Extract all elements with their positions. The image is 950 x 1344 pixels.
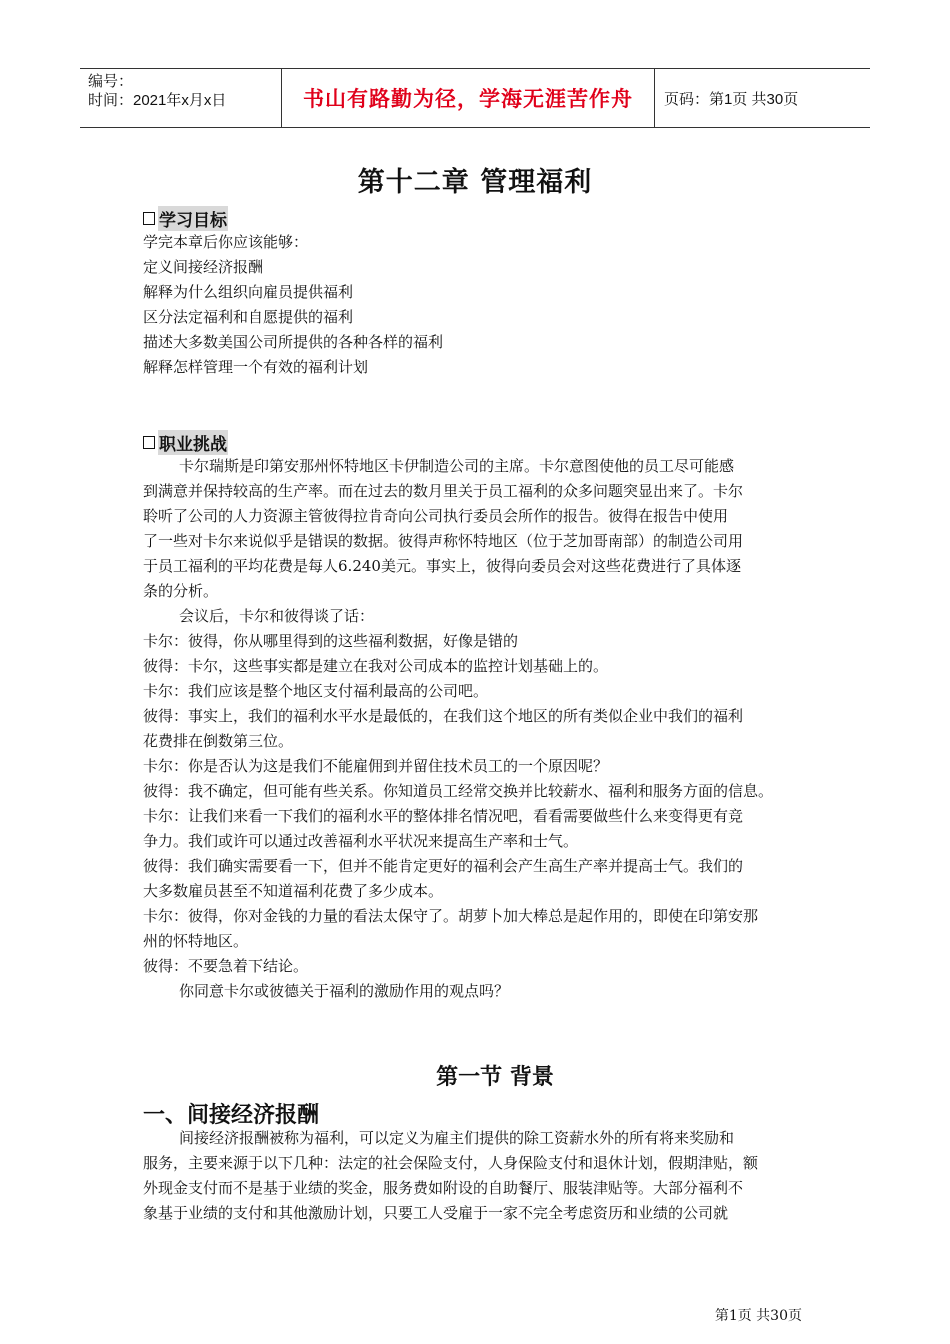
dialogue-line: 花费排在倒数第三位。	[143, 732, 294, 750]
dialogue-line: 州的怀特地区。	[143, 932, 249, 950]
header-page-label: 页码：第1页 共30页	[664, 90, 799, 108]
paragraph-line: 间接经济报酬被称为福利，可以定义为雇主们提供的除工资薪水外的所有将来奖励和	[179, 1129, 735, 1147]
page-footer: 第1页 共30页	[714, 1308, 802, 1324]
dialogue-line: 彼得：不要急着下结论。	[143, 957, 309, 975]
body-text	[143, 1126, 813, 1226]
page-header	[80, 68, 870, 128]
subsection-title: 一、间接经济报酬	[143, 1103, 320, 1128]
checkbox-icon	[143, 212, 155, 225]
dialogue-line: 卡尔：你是否认为这是我们不能雇佣到并留住技术员工的一个原因呢？	[143, 757, 609, 775]
dialogue-line: 彼得：事实上，我们的福利水平水是最低的，在我们这个地区的所有类似企业中我们的福利	[143, 707, 744, 725]
objectives-heading: 学习目标	[143, 206, 228, 231]
paragraph-line: 到满意并保持较高的生产率。而在过去的数月里关于员工福利的众多问题突显出来了。卡尔	[143, 482, 744, 500]
objective-line: 区分法定福利和自愿提供的福利	[143, 308, 354, 326]
challenge-text	[143, 454, 813, 1004]
time-label: 时间：2021年x月x日	[88, 92, 227, 109]
dialogue-line: 卡尔：彼得，你对金钱的力量的看法太保守了。胡萝卜加大棒总是起作用的，即使在印第安那	[143, 907, 759, 925]
paragraph-line: 卡尔瑞斯是印第安那州怀特地区卡伊制造公司的主席。卡尔意图使他的员工尽可能感	[179, 457, 735, 475]
paragraph-line: 会议后，卡尔和彼得谈了话：	[179, 607, 375, 625]
dialogue-line: 卡尔：让我们来看一下我们的福利水平的整体排名情况吧，看看需要做些什么来变得更有竞	[143, 807, 744, 825]
paragraph-line: 了一些对卡尔来说似乎是错误的数据。彼得声称怀特地区（位于芝加哥南部）的制造公司用	[143, 532, 744, 550]
dialogue-line: 卡尔：我们应该是整个地区支付福利最高的公司吧。	[143, 682, 489, 700]
header-motto: 书山有路勤为径，学海无涯苦作舟	[282, 69, 655, 127]
paragraph-line: 服务，主要来源于以下几种：法定的社会保险支付，人身保险支付和退休计划，假期津贴，额	[143, 1154, 759, 1172]
paragraph-line: 聆听了公司的人力资源主管彼得拉肯奇向公司执行委员会所作的报告。彼得在报告中使用	[143, 507, 729, 525]
paragraph-line: 外现金支付而不是基于业绩的奖金，服务费如附设的自助餐厅、服装津贴等。大部分福利不	[143, 1179, 744, 1197]
header-meta	[80, 69, 282, 127]
challenge-heading: 职业挑战	[143, 430, 228, 455]
number-label: 编号：	[88, 73, 134, 90]
chapter-title: 第十二章 管理福利	[357, 167, 593, 198]
objective-line: 学完本章后你应该能够：	[143, 233, 309, 251]
paragraph-line: 条的分析。	[143, 582, 219, 600]
dialogue-line: 争力。我们或许可以通过改善福利水平状况来提高生产率和士气。	[143, 832, 579, 850]
checkbox-icon	[143, 436, 155, 449]
objective-line: 描述大多数美国公司所提供的各种各样的福利	[143, 333, 444, 351]
dialogue-line: 彼得：卡尔，这些事实都是建立在我对公司成本的监控计划基础上的。	[143, 657, 609, 675]
paragraph-line: 象基于业绩的支付和其他激励计划，只要工人受雇于一家不完全考虑资历和业绩的公司就	[143, 1204, 729, 1222]
objective-line: 解释怎样管理一个有效的福利计划	[143, 358, 369, 376]
objective-line: 定义间接经济报酬	[143, 258, 264, 276]
dialogue-line: 卡尔：彼得，你从哪里得到的这些福利数据，好像是错的	[143, 632, 519, 650]
paragraph-line: 于员工福利的平均花费是每人6.240美元。事实上，彼得向委员会对这些花费进行了具体逐	[143, 557, 741, 575]
section-title: 第一节 背景	[436, 1065, 554, 1090]
dialogue-line: 彼得：我们确实需要看一下，但并不能肯定更好的福利会产生高生产率并提高士气。我们的	[143, 857, 744, 875]
dialogue-line: 大多数雇员甚至不知道福利花费了多少成本。	[143, 882, 444, 900]
dialogue-line: 彼得：我不确定，但可能有些关系。你知道员工经常交换并比较薪水、福利和服务方面的信息。	[143, 782, 774, 800]
question-line: 你同意卡尔或彼德关于福利的激励作用的观点吗？	[179, 982, 510, 1000]
objective-line: 解释为什么组织向雇员提供福利	[143, 283, 354, 301]
objectives-list	[143, 230, 813, 380]
